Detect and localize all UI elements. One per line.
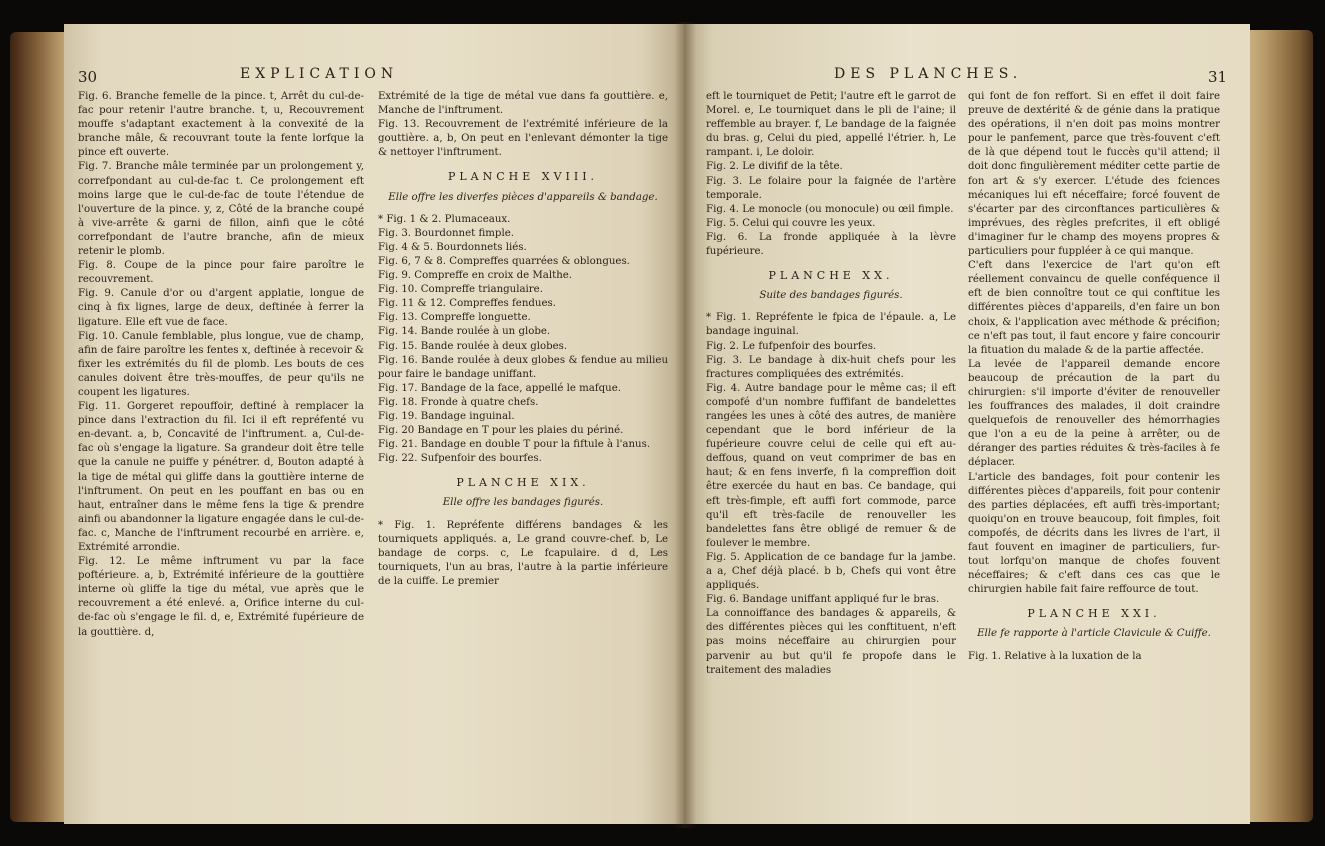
figure-item: Fig. 5. Celui qui couvre les yeux. bbox=[706, 217, 876, 229]
paragraph: Fig. 8. Coupe de la pince pour faire paroître le recouvrement. bbox=[78, 260, 364, 286]
figure-item: Fig. 14. Bande roulée à un globe. bbox=[378, 326, 551, 338]
paragraph: * Fig. 1. Repréfente différens bandages & les tourniquets appliqués. a, Le grand couvre-chef. b, Le bandage de corps. c, Le fcapulaire. d d, Les tourniquets, l'un au bras, l'autre à la partie inférieure de la cuiffe. Le premier bbox=[378, 519, 668, 587]
figure-item: Fig. 4. Autre bandage pour le même cas; il eft compofé d'un nombre fuffifant de bandelettes rangées les unes à côté des autres, de manière cependant que le bord inférieur de la fupérieure couvre celui de celle qui eft au-deffous, quand on veut comprimer de bas en haut; & en fens inverfe, fi la compreffion doit être exercée du haut en bas. Ce bandage, qui eft très-fimple, eft auffi fort commode, parce qu'il eft très-facile de renouveller les bandelettes fans être obligé de remuer & de foulever le membre. bbox=[706, 382, 956, 549]
figure-item: Fig. 18. Fronde à quatre chefs. bbox=[378, 396, 539, 408]
paragraph: L'article des bandages, foit pour contenir les différentes pièces d'appareils, foit pour contenir des parties déplacées, eft auffi très-important; quoiqu'on en trouve beaucoup, foit fimples, foit compofés, de décrits dans les livres de l'art, il faut fouvent en imaginer de particuliers, fur-tout lorfqu'on manque de chofes fouvent néceffaires; & c'eft dans ces cas que le chirurgien habile fait faire reffource de tout. bbox=[968, 471, 1220, 596]
book-gutter bbox=[674, 22, 696, 828]
figure-item: Fig. 22. Sufpenfoir des bourfes. bbox=[378, 453, 542, 465]
plate-heading: PLANCHE XX. bbox=[768, 269, 894, 283]
page-number: 30 bbox=[78, 68, 98, 86]
plate-heading: PLANCHE XIX. bbox=[456, 476, 590, 490]
paragraph: Fig. 10. Canule femblable, plus longue, vue de champ, afin de faire paroître les fentes x, deftinée à recevoir & fixer les extrémités du fil de plomb. Les bouts de ces canules doivent être très-mouffes, de peur qu'ils ne coupent les ligatures. bbox=[78, 330, 364, 398]
paragraph: Extrémité de la tige de métal vue dans fa gouttière. e, Manche de l'inftrument. bbox=[378, 91, 668, 117]
plate-subtitle: Elle fe rapporte à l'article Clavicule & Cuiffe. bbox=[977, 628, 1211, 640]
right-page bbox=[684, 24, 1250, 824]
paragraph: eft le tourniquet de Petit; l'autre eft le garrot de Morel. e, Le tourniquet dans le pli de l'aine; il reffemble au brayer. f, Le bandage de la faignée du bras. g, Celui du pied, appellé l'étrier. h, Le rampant. i, Le doloir. bbox=[706, 91, 956, 159]
plate-heading: PLANCHE XVIII. bbox=[447, 170, 599, 184]
right-column-1 bbox=[706, 90, 956, 678]
paragraph: Fig. 13. Recouvrement de l'extrémité inférieure de la gouttière. a, b, On peut en l'enlevant démonter la tige & nettoyer l'inftrument. bbox=[378, 119, 668, 159]
paragraph: C'eft dans l'exercice de l'art qu'on eft réellement convaincu de quelle conféquence il eft de bien connoître tout ce qui conftitue les différentes pièces d'appareils, d'en faire un bon choix, & l'application avec méthode & précifion; ce n'eft pas tout, il faut encore y faire concourir la fituation du malade & de la partie affectée. bbox=[968, 260, 1220, 356]
figure-item: Fig. 1. Relative à la luxation de la bbox=[968, 650, 1142, 662]
figure-item: Fig. 4 & 5. Bourdonnets liés. bbox=[378, 241, 527, 253]
plate-heading: PLANCHE XXI. bbox=[1027, 607, 1161, 621]
right-page-edges bbox=[1245, 30, 1313, 822]
figure-item: * Fig. 1 & 2. Plumaceaux. bbox=[378, 213, 511, 225]
left-page-edges bbox=[10, 32, 68, 822]
plate-subtitle: Elle offre les diverfes pièces d'appareils & bandage. bbox=[388, 191, 658, 203]
paragraph: qui font de fon reffort. Si en effet il doit faire preuve de dextérité & de génie dans la pratique des opérations, il n'en doit pas moins montrer pour le panfement, parce que très-fouvent c'eft de là que dépend tout le fuccès qu'il attend; il doit donc fingulièrement méditer cette partie de fon art & s'y exercer. L'étude des fciences mécaniques lui eft néceffaire; forcé fouvent de s'écarter par des circonftances particulières & imprévues, des règles prefcrites, il eft obligé d'imaginer fur le champ des moyens propres & particuliers pour fuppléer à ce qui manque. bbox=[968, 91, 1220, 258]
paragraph: Fig. 11. Gorgeret repouffoir, deftiné à remplacer la pince dans l'extraction du fil. Ici il eft repréfenté vu en-devant. a, b, Concavité de l'inftrument. a, Cul-de-fac où s'engage la ligature. Sa grandeur doit être telle que la canule ne puiffe y pénétrer. d, Bouton adapté à la tige de métal qui gliffe dans la gouttière interne de l'inftrument. On peut en les pouffant en bas ou en haut, entraîner dans le même fens la tige & prendre ainfi ou abandonner la ligature engagée dans le cul-de-fac. c, Manche de l'inftrument recourbé en arrière. e, Extrémité arrondie. bbox=[78, 401, 364, 553]
figure-item: * Fig. 1. Repréfente le fpica de l'épaule. a, Le bandage inguinal. bbox=[706, 312, 956, 338]
figure-item: Fig. 19. Bandage inguinal. bbox=[378, 410, 515, 422]
running-head: DES PLANCHES. bbox=[834, 66, 1023, 82]
figure-item: Fig. 3. Le folaire pour la faignée de l'artère temporale. bbox=[706, 175, 956, 201]
figure-item: Fig. 13. Compreffe longuette. bbox=[378, 312, 531, 324]
figure-item: Fig. 6. Bandage uniffant appliqué fur le bras. bbox=[706, 594, 940, 606]
figure-item: Fig. 6. La fronde appliquée à la lèvre fupérieure. bbox=[706, 231, 956, 258]
running-head: EXPLICATION bbox=[240, 66, 399, 82]
paragraph: Fig. 9. Canule d'or ou d'argent applatie, longue de cinq à fix lignes, large de deux, deftinée à ferrer la ligature. Elle eft vue de face. bbox=[78, 288, 364, 328]
figure-item: Fig. 15. Bande roulée à deux globes. bbox=[378, 340, 568, 352]
figure-item: Fig. 2. Le divifif de la tête. bbox=[706, 161, 843, 173]
figure-item: Fig. 9. Compreffe en croix de Malthe. bbox=[378, 270, 573, 282]
paragraph: La levée de l'appareil demande encore beaucoup de précaution de la part du chirurgien: s'il importe d'éviter de renouveller les fouffrances des malades, il doit craindre quelquefois de renouveller des hémorrhagies que l'on a eu de la peine à arrêter, ou de déranger des parties réduites & très-faciles à fe déplacer. bbox=[968, 358, 1220, 469]
figure-item: Fig. 10. Compreffe triangulaire. bbox=[378, 284, 543, 296]
figure-item: Fig. 11 & 12. Compreffes fendues. bbox=[378, 298, 556, 310]
paragraph: Fig. 6. Branche femelle de la pince. t, Arrêt du cul-de-fac pour retenir l'autre branche. t, u, Recouvrement mouffe s'adaptant exactement à la convexité de la branche mâle, & recouvrant toute la fente lorfque la pince eft ouverte. bbox=[78, 91, 364, 159]
figure-item: Fig. 4. Le monocle (ou monocule) ou œil fimple. bbox=[706, 203, 954, 215]
right-column-2 bbox=[968, 90, 1220, 664]
open-book bbox=[10, 22, 1313, 828]
figure-item: Fig. 6, 7 & 8. Compreffes quarrées & oblongues. bbox=[378, 255, 630, 267]
left-page bbox=[64, 24, 684, 824]
figure-item: Fig. 21. Bandage en double T pour la fiftule à l'anus. bbox=[378, 439, 651, 451]
figure-item: Fig. 2. Le fufpenfoir des bourfes. bbox=[706, 340, 877, 352]
figure-item: Fig. 16. Bande roulée à deux globes & fendue au milieu pour faire le bandage uniffant. bbox=[378, 354, 668, 380]
plate-subtitle: Suite des bandages figurés. bbox=[759, 290, 903, 302]
page-number: 31 bbox=[1208, 68, 1228, 86]
left-column-2 bbox=[378, 90, 668, 589]
paragraph: La connoiffance des bandages & appareils, & des différentes pièces qui les conftituent, n'eft pas moins néceffaire au chirurgien pour parvenir au but qu'il fe propofe dans le traitement des maladies bbox=[706, 608, 956, 676]
paragraph: Fig. 7. Branche mâle terminée par un prolongement y, correfpondant au cul-de-fac t. Ce prolongement eft moins large que le cul-de-fac de toute l'étendue de l'ouverture de la pince. y, z, Côté de la branche coupé à vive-arrête & garni de fillon, ainfi que le côté correfpondant de l'autre branche, afin de mieux retenir le plomb. bbox=[78, 161, 364, 258]
figure-item: Fig. 5. Application de ce bandage fur la jambe. a a, Chef déjà placé. b b, Chefs qui vont être appliqués. bbox=[706, 551, 956, 592]
paragraph: Fig. 12. Le même inftrument vu par la face poftérieure. a, b, Extrémité inférieure de la gouttière interne où gliffe la tige du métal, vue après que le recouvrement a été enlevé. a, Orifice interne du cul-de-fac où s'engage le fil. d, e, Extrémité fupérieure de la gouttière. d, bbox=[78, 556, 364, 638]
figure-item: Fig. 17. Bandage de la face, appellé le mafque. bbox=[378, 382, 621, 394]
plate-subtitle: Elle offre les bandages figurés. bbox=[442, 497, 604, 509]
figure-item: Fig. 20 Bandage en T pour les plaies du périné. bbox=[378, 425, 624, 437]
figure-item: Fig. 3. Le bandage à dix-huit chefs pour les fractures compliquées des extrémités. bbox=[706, 354, 956, 380]
figure-item: Fig. 3. Bourdonnet fimple. bbox=[378, 227, 514, 239]
left-column-1 bbox=[78, 90, 364, 640]
